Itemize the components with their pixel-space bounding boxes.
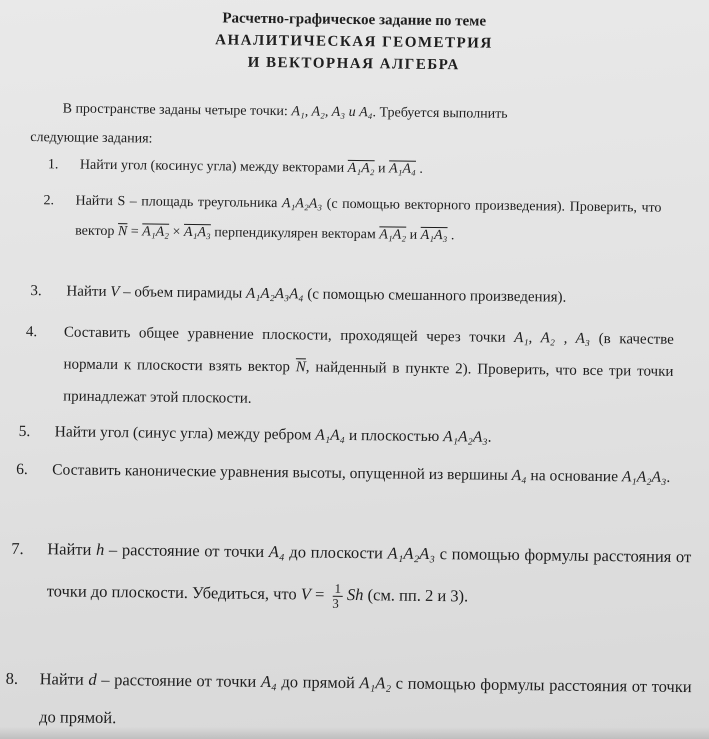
task-text-part: с помощью формулы расстояния от точки до прямой.	[39, 673, 692, 728]
task-text-part: до плоскости	[284, 542, 388, 563]
header-subtitle: Расчетно-графическое задание по теме	[222, 10, 487, 30]
task-text-part: Найти	[39, 669, 89, 689]
equals-sign: =	[310, 584, 329, 604]
task-text-part: с помощью формулы расстояния от точки до плоскости. Убедиться, что	[46, 544, 692, 604]
task-text	[75, 187, 662, 254]
base-label: A₁A₂A₃	[621, 468, 667, 486]
task-text-part: (с помощью векторного произведения). Проверить, что вектор	[75, 196, 662, 240]
intro-points: A₁, A₂, A₃ и A₄	[291, 104, 373, 121]
task-number: 1.	[47, 157, 59, 173]
task-text-part: .	[487, 428, 492, 446]
task-text-part: и	[406, 227, 421, 243]
task-number: 2.	[43, 193, 55, 209]
task-2	[43, 186, 662, 254]
volume-symbol: V	[110, 284, 120, 301]
task-text-part: и плоскостью	[344, 426, 444, 446]
task-1	[48, 156, 668, 182]
task-4	[25, 316, 674, 420]
task-5	[19, 421, 665, 451]
task-text	[66, 281, 666, 310]
task-text-part: и	[374, 161, 390, 177]
task-number: 8.	[5, 668, 19, 688]
task-text-part: Найти S – площадь треугольника	[75, 193, 283, 212]
task-text-part: .	[447, 228, 455, 244]
vector-a1a3: A₁A₃	[420, 227, 448, 244]
task-number: 7.	[11, 538, 24, 558]
task-number: 4.	[25, 324, 38, 341]
line-label: A₁A₂	[359, 673, 392, 693]
task-7	[10, 528, 691, 620]
vector-a1a3: A₁A₃	[183, 224, 211, 241]
plane-label: A₁A₂A₃	[387, 543, 436, 564]
task-text-part: – объем пирамиды	[119, 284, 247, 302]
task-text-part: Найти угол (косинус угла) между векторами	[79, 157, 348, 176]
task-text-part: Найти	[66, 283, 111, 301]
vertex-label: A₄	[511, 466, 527, 485]
task-text-part: (с помощью смешанного произведения).	[303, 286, 567, 306]
intro-line-2: следующие задания:	[30, 130, 153, 147]
intro-paragraph	[30, 94, 681, 160]
task-text-part: на основание	[526, 467, 623, 486]
pyramid-label: A₁A₂A₃A₄	[245, 285, 304, 303]
task-text-part: Составить общее уравнение плоскости, проходящей через точки	[63, 324, 515, 346]
task-text	[80, 157, 668, 182]
header-title-line-2: И ВЕКТОРНАЯ АЛГЕБРА	[247, 54, 460, 74]
intro-text-end: . Требуется выполнить	[372, 105, 508, 122]
edge-label: A₁A₄	[315, 426, 346, 444]
task-text	[46, 528, 691, 620]
task-text-part: – расстояние от точки	[104, 539, 269, 561]
triangle-label: A₁A₂A₃	[281, 196, 323, 212]
point-label: A₄	[260, 671, 277, 692]
task-text	[63, 316, 674, 419]
vector-a1a2: A₁A₂	[379, 227, 407, 243]
task-text-part: , найденный в пункте 2). Проверить, что все три точки принадлежат этой плоскости.	[63, 359, 674, 407]
task-text-part: Найти угол (синус угла) между ребром	[54, 423, 316, 444]
points-label: A₁, A₂ , A₃	[514, 329, 591, 347]
plane-label: A₁A₂A₃	[443, 428, 488, 446]
vector-n: $\overline{N}$	[117, 224, 128, 240]
task-6	[16, 452, 684, 496]
header-title-line-1: АНАЛИТИЧЕСКАЯ ГЕОМЕТРИЯ	[215, 32, 493, 52]
vector-a1a4: A₁A₄	[388, 161, 416, 177]
volume-symbol: V	[300, 584, 312, 604]
task-number: 5.	[18, 422, 31, 441]
cross-sign: ×	[168, 224, 185, 240]
task-text-part: (см. пп. 2 и 3).	[363, 585, 469, 606]
task-text	[55, 421, 665, 450]
task-number: 6.	[16, 460, 28, 479]
task-text-part: Найти	[47, 539, 97, 559]
task-text-part: .	[666, 468, 671, 486]
task-text-part: до прямой	[276, 672, 360, 693]
vector-a1a2: A₁A₂	[347, 160, 375, 177]
task-text-part: (в качестве нормали к плоскости взять вектор	[63, 330, 674, 376]
fraction-numerator: 1	[332, 581, 343, 596]
task-text-part: перпендикулярен векторам	[210, 225, 380, 243]
equals-sign: =	[127, 224, 143, 240]
task-text-part: .	[415, 161, 423, 177]
task-text-part: Составить канонические уравнения высоты, опущенной из вершины	[52, 461, 512, 484]
photo-edge-shadow	[0, 727, 709, 739]
height-symbol: h	[95, 539, 105, 559]
intro-text: В пространстве заданы четыре точки:	[62, 101, 292, 120]
fraction-denominator: 3	[332, 595, 339, 611]
sh-product: Sh	[346, 584, 364, 605]
point-label: A₄	[268, 541, 285, 562]
vector-n: $\overline{N}$	[295, 359, 306, 376]
task-text	[52, 452, 684, 496]
task-number: 3.	[30, 283, 42, 300]
distance-symbol: d	[88, 669, 97, 689]
task-text-part: – расстояние от точки	[96, 669, 262, 691]
vector-a1a2: A₁A₂	[142, 224, 170, 240]
task-3	[30, 280, 666, 310]
fraction-one-third	[332, 581, 343, 610]
